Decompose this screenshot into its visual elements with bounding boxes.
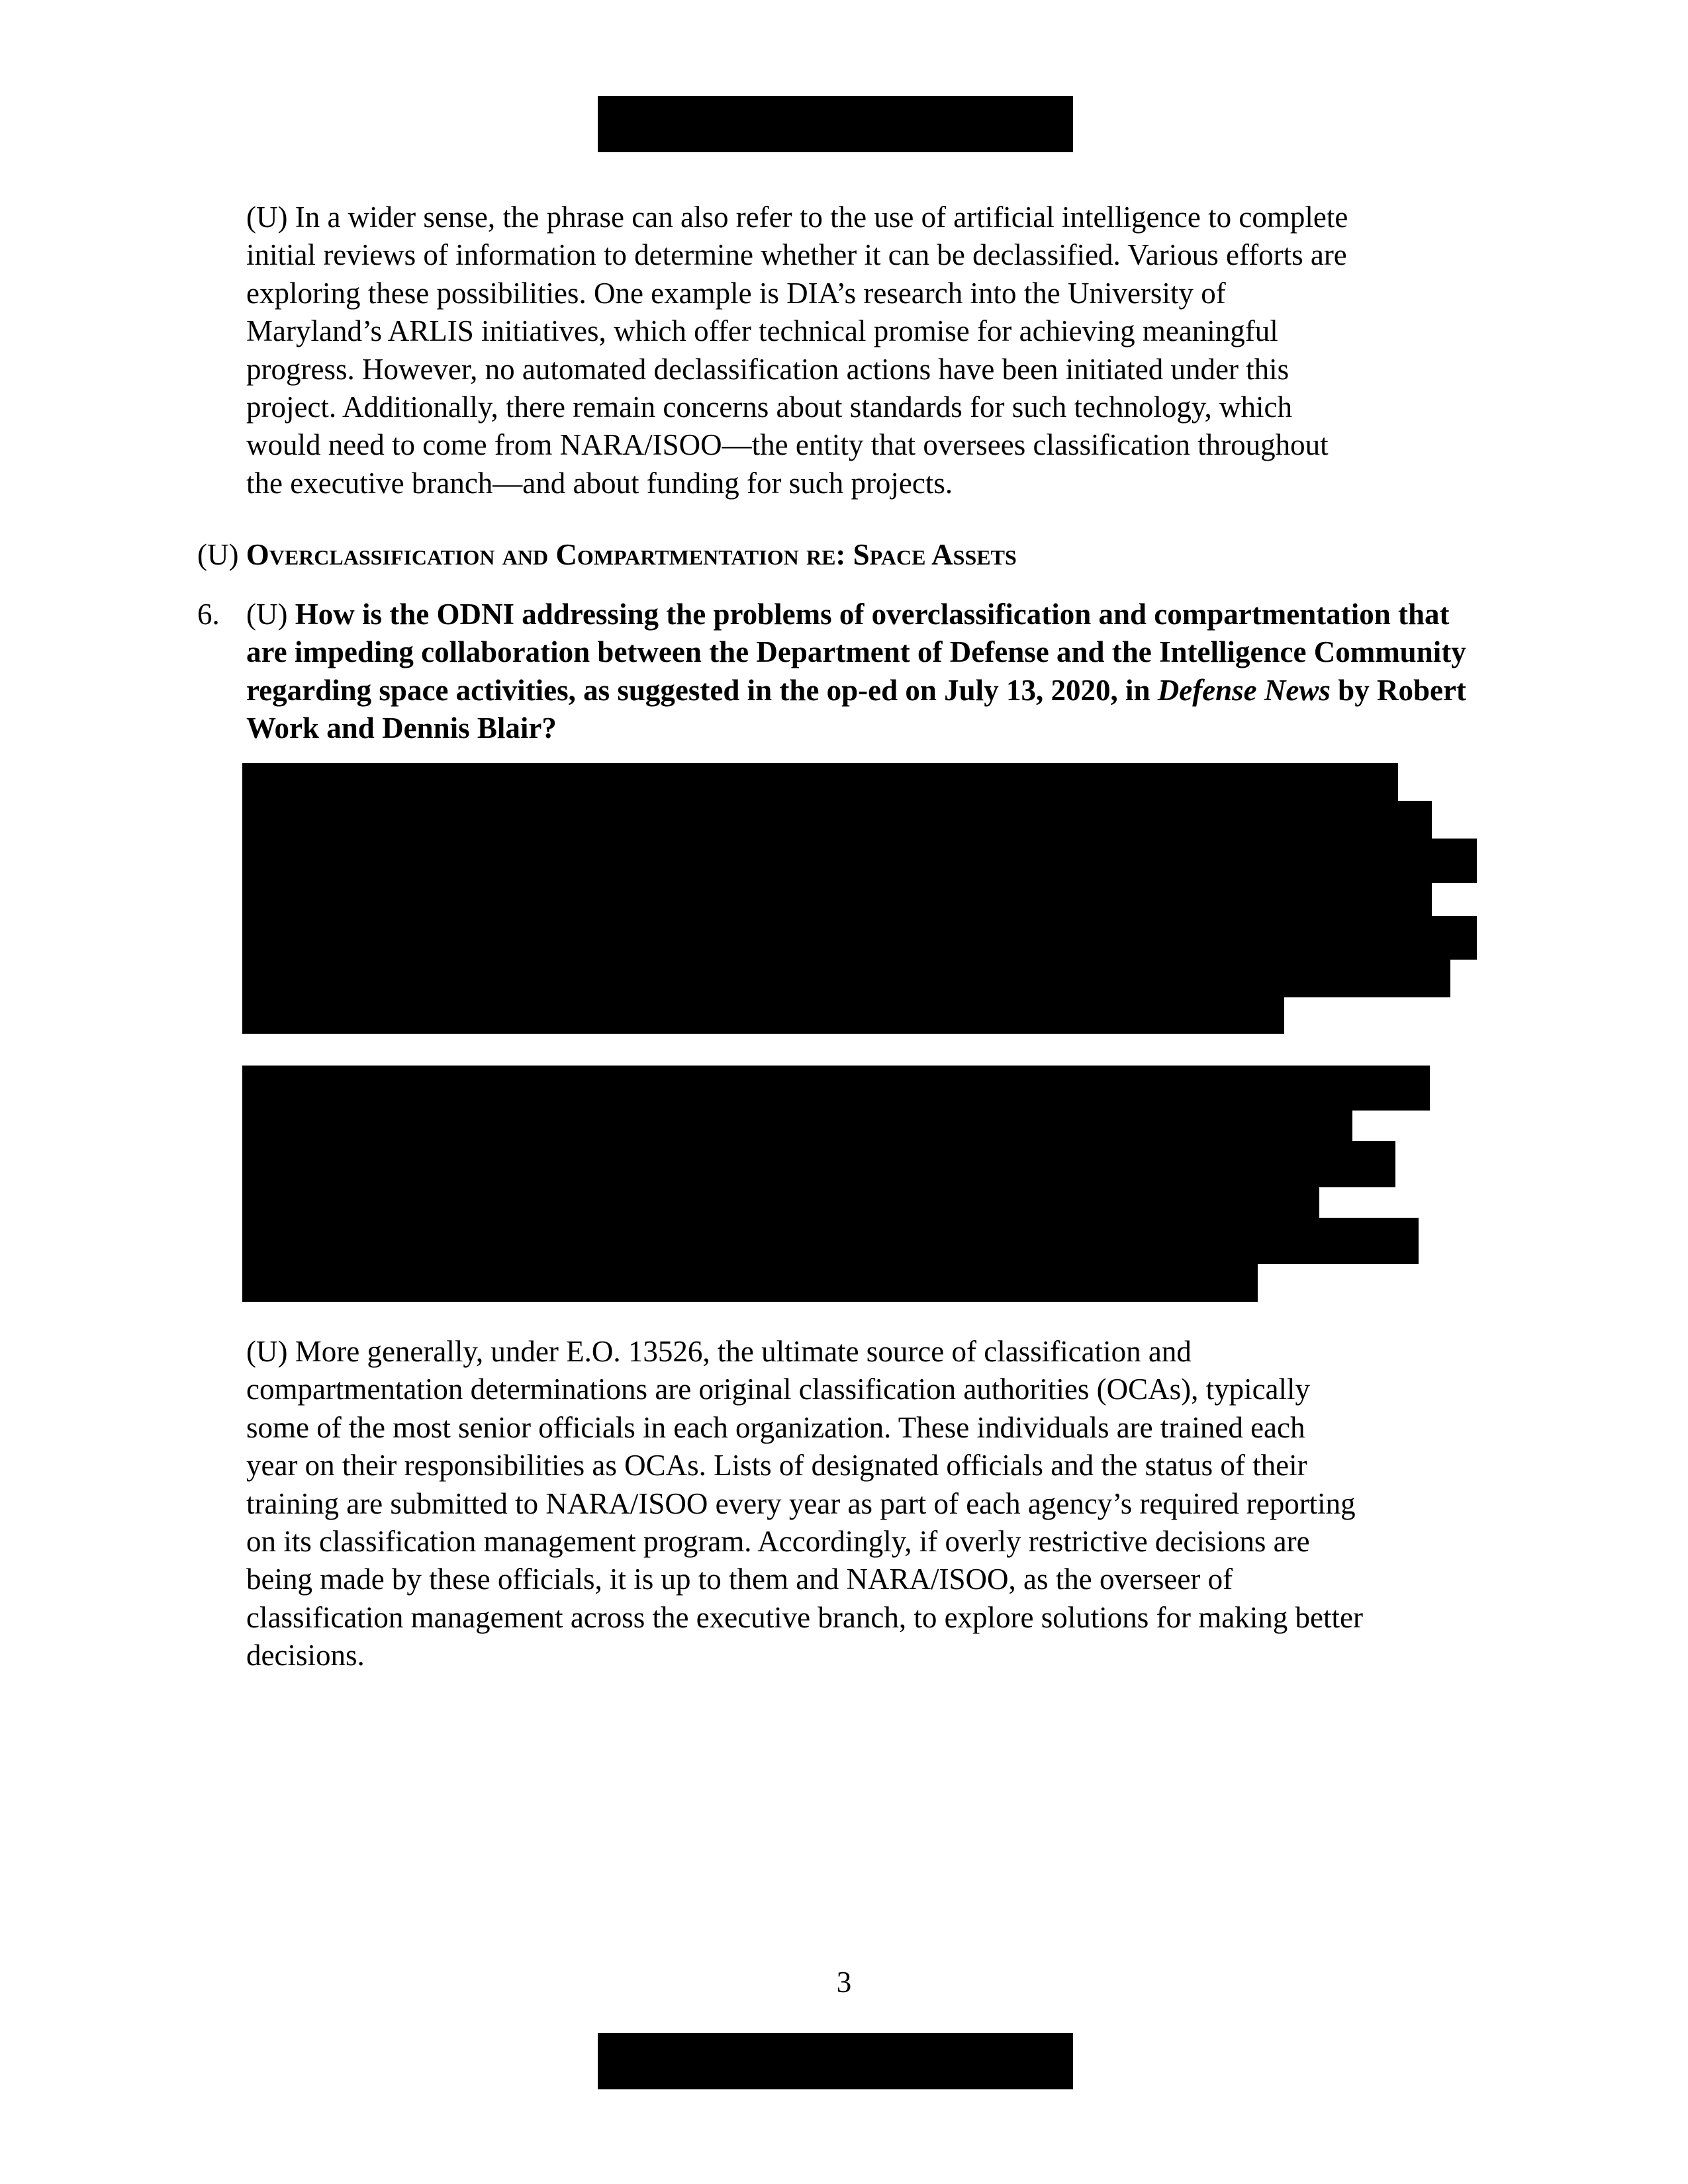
redaction-segment: [242, 1110, 1352, 1142]
question-text-end: by Robert Work and Dennis Blair?: [246, 673, 1466, 745]
redaction-segment: [242, 916, 1477, 960]
question-body: [246, 596, 1495, 748]
redaction-segment: [242, 1187, 1319, 1218]
redaction-segment: [242, 959, 1450, 997]
paragraph-line: exploring these possibilities. One example is DIA’s research into the University of: [246, 276, 1226, 310]
section-heading: [197, 535, 1017, 574]
redaction-segment: [242, 763, 1398, 801]
question-number: 6.: [197, 598, 220, 631]
question-publication-title: Defense News: [1157, 673, 1331, 707]
paragraph-line: training are submitted to NARA/ISOO every year as part of each agency’s required reporting: [246, 1486, 1356, 1520]
paragraph-line: Maryland’s ARLIS initiatives, which offer technical promise for achieving meaningful: [246, 314, 1278, 348]
redaction-segment: [242, 1218, 1419, 1264]
section-heading-marking: (U): [197, 538, 239, 571]
paragraph-oca-determinations: [246, 1333, 1491, 1675]
redaction-segment: [242, 801, 1432, 839]
bottom-classification-redaction: [598, 2033, 1073, 2089]
question-text-main: How is the ODNI addressing the problems of overclassification and compartmentation that are impeding collaboration between the Department of Defense and the Intelligence Community regarding space activities, as suggested in the op-ed on July 13, 2020, in: [246, 598, 1466, 707]
redaction-segment: [242, 1141, 1395, 1187]
paragraph-line: on its classification management program. Accordingly, if overly restrictive decisions are: [246, 1525, 1310, 1559]
paragraph-line: would need to come from NARA/ISOO—the entity that oversees classification throughout: [246, 428, 1329, 462]
redaction-segment: [242, 882, 1432, 917]
redaction-segment: [242, 1263, 1258, 1302]
redaction-segment: [242, 839, 1477, 883]
paragraph-line: some of the most senior officials in each organization. These individuals are trained each: [246, 1410, 1305, 1444]
paragraph-line: classification management across the executive branch, to explore solutions for making better: [246, 1600, 1363, 1634]
paragraph-line: compartmentation determinations are original classification authorities (OCAs), typically: [246, 1373, 1311, 1406]
paragraph-line: being made by these officials, it is up to them and NARA/ISOO, as the overseer of: [246, 1563, 1233, 1596]
redaction-segment: [242, 997, 1284, 1034]
section-heading-title: Overclassification and Compartmentation re: Space Assets: [246, 538, 1017, 571]
paragraph-line: decisions.: [246, 1639, 365, 1672]
paragraph-line: progress. However, no automated declassification actions have been initiated under this: [246, 352, 1289, 386]
paragraph-line: the executive branch—and about funding for such projects.: [246, 466, 953, 500]
redaction-segment: [242, 1066, 1430, 1111]
paragraph-line: (U) More generally, under E.O. 13526, the ultimate source of classification and: [246, 1335, 1192, 1368]
page-number: 3: [836, 1966, 852, 1999]
paragraph-line: initial reviews of information to determine whether it can be declassified. Various efforts are: [246, 238, 1347, 272]
top-classification-redaction: [598, 96, 1073, 152]
question-marking: (U): [246, 598, 288, 631]
paragraph-ai-declassification: [246, 199, 1491, 502]
paragraph-line: project. Additionally, there remain concerns about standards for such technology, which: [246, 390, 1292, 424]
paragraph-line: (U) In a wider sense, the phrase can also refer to the use of artificial intelligence to complete: [246, 201, 1348, 234]
paragraph-line: year on their responsibilities as OCAs. Lists of designated officials and the status of their: [246, 1449, 1307, 1482]
